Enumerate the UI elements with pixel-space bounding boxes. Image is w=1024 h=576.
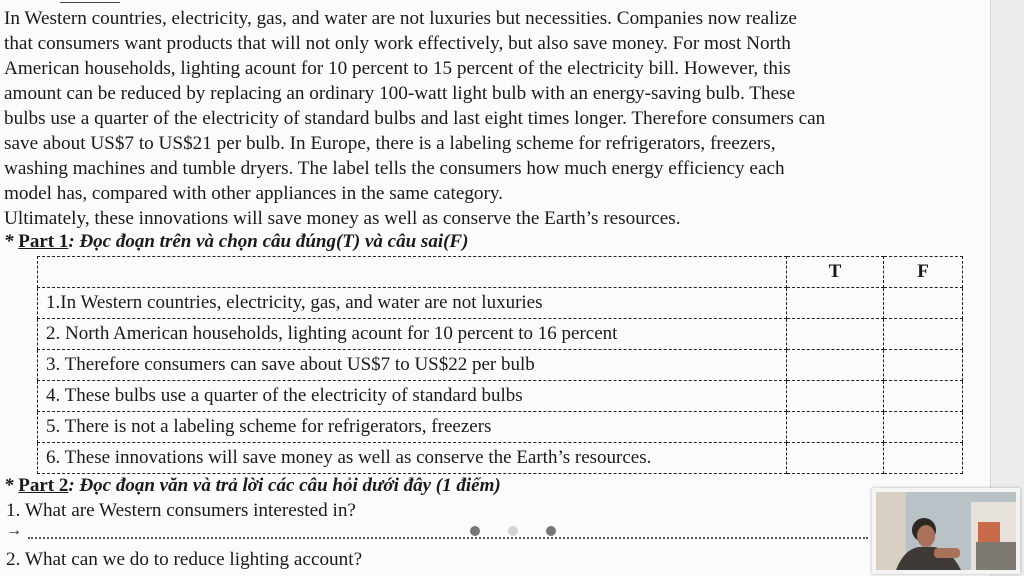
statement-cell: 2. North American households, lighting acount for 10 percent to 16 percent [38, 319, 787, 350]
false-answer-cell[interactable] [884, 288, 963, 319]
statement-header-cell [38, 257, 787, 288]
dot-icon [470, 526, 480, 536]
arrow-icon: → [6, 522, 22, 539]
statement-cell: 5. There is not a labeling scheme for refrigerators, freezers [38, 412, 787, 443]
false-answer-cell[interactable] [884, 319, 963, 350]
part1-heading [4, 231, 468, 253]
true-answer-cell[interactable] [787, 412, 884, 443]
true-answer-cell[interactable] [787, 319, 884, 350]
passage-line: bulbs use a quarter of the electricity of standard bulbs and last eight times longer. Therefore consumers can [4, 108, 826, 129]
table-row [38, 319, 963, 350]
dot-icon [546, 526, 556, 536]
part2-heading [4, 475, 501, 497]
passage-line: amount can be reduced by replacing an ordinary 100-watt light bulb with an energy-saving bulb. These [4, 83, 796, 104]
true-false-table [37, 256, 963, 474]
webcam-person-icon [876, 492, 1016, 570]
part1-instruction: : Đọc đoạn trên và chọn câu đúng(T) và câu sai(F) [68, 231, 469, 252]
false-answer-cell[interactable] [884, 412, 963, 443]
table-header-row [38, 257, 963, 288]
dot-icon [508, 526, 518, 536]
table-row [38, 350, 963, 381]
true-header: T [787, 257, 884, 288]
passage-line: washing machines and tumble dryers. The label tells the consumers how much energy efficiency each [4, 158, 785, 179]
statement-cell: 4. These bulbs use a quarter of the electricity of standard bulbs [38, 381, 787, 412]
false-header: F [884, 257, 963, 288]
webcam-overlay[interactable] [872, 488, 1020, 574]
false-answer-cell[interactable] [884, 381, 963, 412]
table-row [38, 381, 963, 412]
table-row [38, 443, 963, 474]
true-answer-cell[interactable] [787, 350, 884, 381]
true-answer-cell[interactable] [787, 443, 884, 474]
loading-dots [470, 523, 584, 541]
statement-cell: 1.In Western countries, electricity, gas, and water are not luxuries [38, 288, 787, 319]
table-row [38, 412, 963, 443]
false-answer-cell[interactable] [884, 443, 963, 474]
passage-line: Ultimately, these innovations will save money as well as conserve the Earth’s resources. [4, 208, 681, 229]
false-answer-cell[interactable] [884, 350, 963, 381]
passage-line: American households, lighting acount for 10 percent to 15 percent of the electricity bill. However, this [4, 58, 791, 79]
question-2: 2. What can we do to reduce lighting account? [6, 549, 363, 570]
true-answer-cell[interactable] [787, 288, 884, 319]
part1-label: Part 1 [18, 231, 69, 252]
part1-star: * [4, 231, 19, 252]
true-answer-cell[interactable] [787, 381, 884, 412]
answer-line[interactable] [28, 537, 868, 539]
passage-line: model has, compared with other appliances in the same category. [4, 183, 504, 204]
passage-line: that consumers want products that will not only work effectively, but also save money. For most North [4, 33, 791, 54]
page-top-rule [60, 0, 120, 3]
part2-instruction: : Đọc đoạn văn và trả lời các câu hỏi dưới đây (1 điểm) [68, 475, 501, 496]
question-1: 1. What are Western consumers interested in? [6, 500, 356, 521]
table-row [38, 288, 963, 319]
passage-line: save about US$7 to US$21 per bulb. In Europe, there is a labeling scheme for refrigerators, freezers, [4, 133, 776, 154]
part2-label: Part 2 [18, 475, 69, 496]
statement-cell: 6. These innovations will save money as well as conserve the Earth’s resources. [38, 443, 787, 474]
passage-line: In Western countries, electricity, gas, and water are not luxuries but necessities. Companies now realize [4, 8, 797, 29]
statement-cell: 3. Therefore consumers can save about US$7 to US$22 per bulb [38, 350, 787, 381]
part2-star: * [4, 475, 19, 496]
